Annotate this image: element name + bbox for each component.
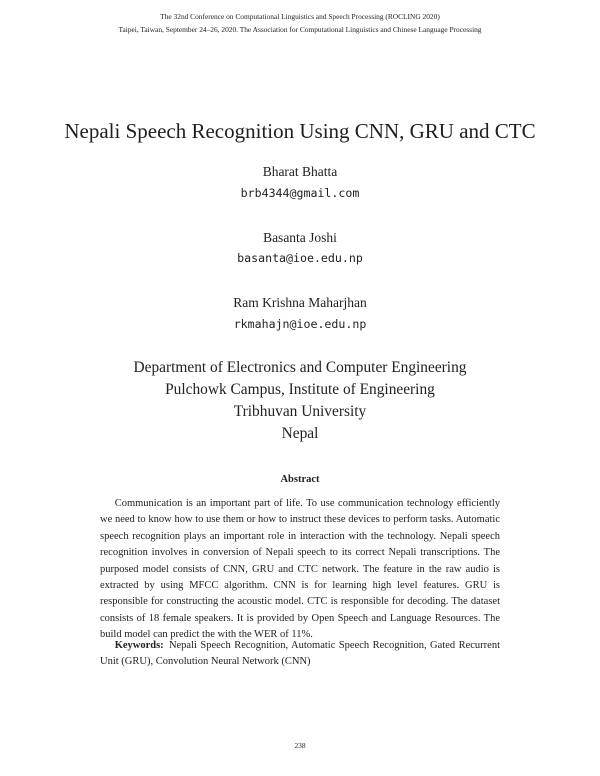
author-name: Bharat Bhatta bbox=[262, 164, 338, 179]
affiliation-line: Department of Electronics and Computer Engineering bbox=[133, 359, 467, 376]
author-email: brb4344@gmail.com bbox=[240, 186, 360, 200]
keywords-label: Keywords: bbox=[114, 640, 164, 651]
author-email: basanta@ioe.edu.np bbox=[237, 251, 363, 265]
author-email: rkmahajn@ioe.edu.np bbox=[233, 317, 367, 331]
affiliation-line: Nepal bbox=[281, 425, 319, 442]
abstract-body bbox=[100, 496, 500, 644]
abstract-heading: Abstract bbox=[280, 474, 320, 485]
paper-title: Nepali Speech Recognition Using CNN, GRU and CTC bbox=[64, 119, 536, 143]
page-number: 238 bbox=[294, 741, 306, 750]
abstract-text: Communication is an important part of life. To use communication technology efficiently we need to know how to use them or how to instruct these devices to perform tasks. Automatic speech recognition plays an important role in interaction with the technology. Nepali speech recognition involves in conversion of Nepali speech to its correct Nepali transcriptions. The purposed model consists of CNN, GRU and CTC network. The feature in the raw audio is extracted by using MFCC algorithm. CNN is for learning high level features. GRU is responsible for constructing the acoustic model. CTC is responsible for decoding. The dataset consists of 18 female speakers. It is provided by Open Speech and Language Resources. The build model can predict the with the WER of 11%. bbox=[100, 498, 500, 641]
author-name: Basanta Joshi bbox=[263, 230, 337, 245]
affiliation-line: Tribhuvan University bbox=[233, 403, 367, 420]
affiliation-line: Pulchowk Campus, Institute of Engineering bbox=[165, 381, 435, 398]
keywords-text: Nepali Speech Recognition, Automatic Speech Recognition, Gated Recurrent Unit (GRU), Convolution Neural Network (CNN) bbox=[100, 640, 500, 668]
conference-header: The 32nd Conference on Computational Linguistics and Speech Processing (ROCLING 2020) bbox=[160, 12, 440, 21]
keywords bbox=[100, 638, 500, 671]
venue-header: Taipei, Taiwan, September 24–26, 2020. The Association for Computational Linguistics and Chinese Language Processing bbox=[118, 25, 482, 34]
author-name: Ram Krishna Maharjhan bbox=[233, 295, 367, 310]
